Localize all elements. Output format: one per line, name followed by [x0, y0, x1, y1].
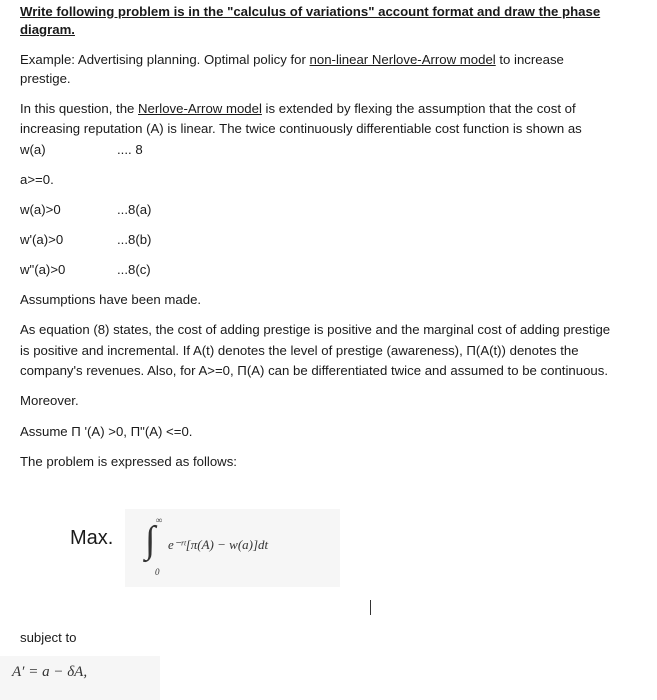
assume-line: Assume Π '(A) >0, Π"(A) <=0.	[20, 424, 193, 439]
subject-to-line: subject to	[20, 630, 77, 645]
condition-tag: ...8(b)	[117, 232, 152, 247]
condition-expr: w"(a)>0	[20, 262, 66, 277]
objective-function	[70, 515, 340, 585]
condition-8c	[20, 260, 220, 280]
paragraph-line2: is positive and incremental. If A(t) denotes the level of prestige (awareness), Π(A(t)) denotes the	[20, 343, 579, 358]
question-title-line2: diagram.	[20, 22, 75, 37]
integrand: e⁻ʳᵗ[π(A) − w(a)]dt	[168, 537, 269, 552]
condition-a-nonnegative: a>=0.	[20, 172, 54, 187]
moreover-line: Moreover.	[20, 393, 79, 408]
assumptions-line: Assumptions have been made.	[20, 292, 202, 307]
text-cursor	[370, 600, 371, 615]
condition-tag: ...8(c)	[117, 262, 151, 277]
condition-8a	[20, 200, 220, 220]
integral-upper-limit: ∞	[156, 515, 163, 525]
paragraph-line3: company's revenues. Also, for A>=0, Π(A) can be differentiated twice and assumed to be continuous.	[20, 363, 608, 378]
equation-number-8: .... 8	[117, 142, 143, 157]
example-suffix: to increase	[495, 52, 564, 67]
intro-suffix: is extended by flexing the assumption that the cost of	[261, 101, 576, 116]
max-label: Max.	[70, 527, 114, 549]
condition-8b	[20, 230, 220, 250]
problem-line: The problem is expressed as follows:	[20, 454, 237, 469]
condition-tag: ...8(a)	[117, 202, 152, 217]
example-line1	[20, 50, 564, 70]
integral-sign: ∫	[145, 519, 156, 561]
state-equation: A′ = a − δA,	[12, 664, 88, 680]
intro-link: Nerlove-Arrow model	[138, 101, 262, 116]
example-prefix: Example: Advertising planning. Optimal policy for	[20, 52, 310, 67]
intro-line3	[20, 140, 220, 160]
intro-prefix: In this question, the	[20, 101, 139, 116]
example-link: non-linear Nerlove-Arrow model	[309, 52, 496, 67]
intro-line1	[20, 99, 576, 119]
condition-expr: w(a)>0	[20, 202, 61, 217]
cost-function-label: w(a)	[20, 142, 46, 157]
condition-expr: w'(a)>0	[20, 232, 64, 247]
intro-line2: increasing reputation (A) is linear. The twice continuously differentiable cost function is shown as	[20, 121, 582, 136]
example-line2: prestige.	[20, 71, 71, 86]
question-title-line1: Write following problem is in the "calculus of variations" account format and draw the phase	[20, 4, 601, 19]
paragraph-line1: As equation (8) states, the cost of adding prestige is positive and the marginal cost of adding prestige	[20, 322, 611, 337]
integral-lower-limit: 0	[155, 567, 160, 577]
